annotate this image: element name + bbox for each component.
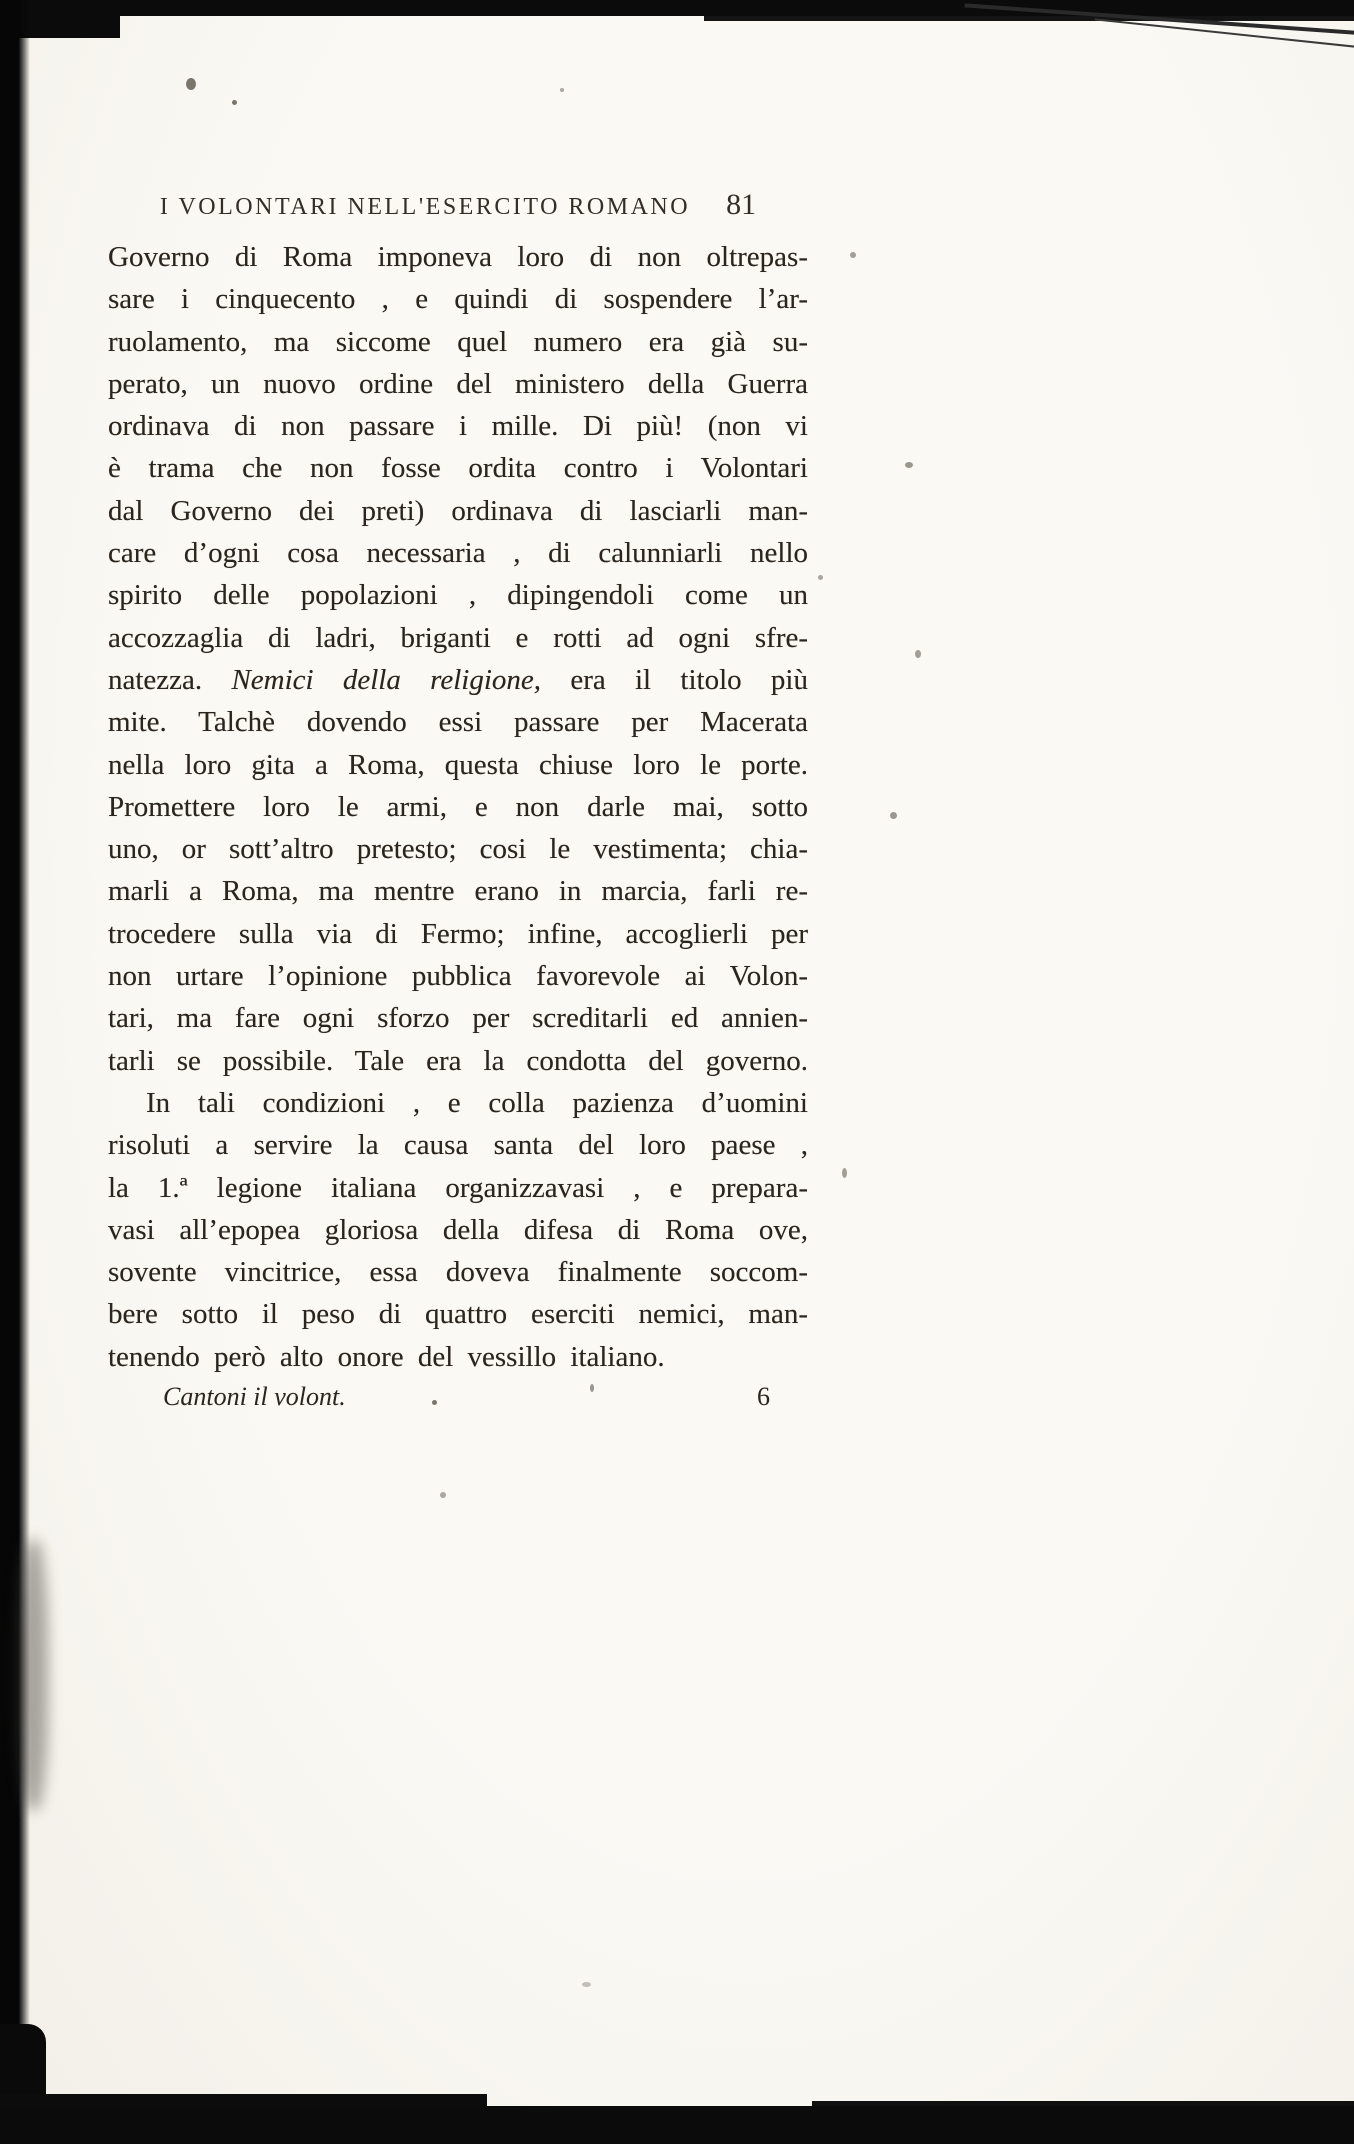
text-line: è trama che non fosse ordita contro i Volontari (108, 452, 808, 485)
page-footer (108, 1382, 808, 1412)
text-line: marli a Roma, ma mentre erano in marcia, farli re- (108, 875, 808, 908)
scan-speck (890, 812, 897, 819)
scan-speck (440, 1492, 446, 1498)
text-line (108, 659, 808, 701)
italic-phrase: Nemici della religione, (231, 663, 542, 696)
text-line: non urtare l’opinione pubblica favorevole ai Volon- (108, 960, 808, 993)
scan-speck (850, 252, 856, 258)
body-text (108, 236, 808, 1378)
text-line: tari, ma fare ogni sforzo per screditarli ed annien- (108, 1002, 808, 1035)
running-title: I VOLONTARI NELL'ESERCITO ROMANO (159, 194, 691, 220)
text-line: In tali condizioni , e colla pazienza d’uomini (146, 1086, 808, 1119)
printer-signature: Cantoni il volont. (163, 1382, 346, 1412)
page-header (108, 190, 808, 222)
page-number: 81 (726, 188, 757, 221)
text-line: risoluti a servire la causa santa del loro paese , (108, 1129, 808, 1162)
text-line: bere sotto il peso di quattro eserciti nemici, man- (108, 1298, 808, 1331)
text-line: la 1.ª legione italiana organizzavasi , e prepara- (108, 1171, 808, 1204)
text-line: care d’ogni cosa necessaria , di calunniarli nello (108, 537, 808, 570)
text-line: Promettere loro le armi, e non darle mai, sotto (108, 790, 808, 823)
text-line: perato, un nuovo ordine del ministero della Guerra (108, 367, 808, 400)
text-line: ruolamento, ma siccome quel numero era già su- (108, 325, 808, 358)
text-line: trocedere sulla via di Fermo; infine, accoglierli per (108, 917, 808, 950)
scan-speck (905, 462, 913, 468)
scan-speck (582, 1982, 591, 1987)
scan-edge-bottom (0, 2106, 1354, 2144)
scan-speck (232, 100, 237, 105)
text-line: ordinava di non passare i mille. Di più! (non vi (108, 410, 808, 443)
scan-edge-top (0, 0, 1354, 16)
text-segment: era il titolo più (541, 663, 808, 696)
text-line: mite. Talchè dovendo essi passare per Macerata (108, 706, 808, 739)
text-line: accozzaglia di ladri, briganti e rotti ad ogni sfre- (108, 621, 808, 654)
scan-speck (818, 575, 823, 580)
scan-speck (560, 88, 564, 92)
text-line: sare i cinquecento , e quindi di sospendere l’ar- (108, 283, 808, 316)
text-line: tarli se possibile. Tale era la condotta del governo. (108, 1044, 808, 1077)
text-line: dal Governo dei preti) ordinava di lasciarli man- (108, 494, 808, 527)
sheet-number: 6 (757, 1382, 770, 1412)
text-segment: natezza. (108, 663, 232, 696)
text-line: tenendo però alto onore del vessillo italiano. (108, 1340, 665, 1373)
scan-edge-left (0, 0, 30, 2144)
scan-speck (915, 650, 921, 658)
text-line: spirito delle popolazioni , dipingendoli come un (108, 579, 808, 612)
scan-speck (186, 78, 196, 90)
text-line: sovente vincitrice, essa doveva finalmente soccom- (108, 1256, 808, 1289)
text-line: nella loro gita a Roma, questa chiuse loro le porte. (108, 748, 808, 781)
scan-smudge (18, 1540, 48, 1810)
scan-speck (842, 1168, 847, 1178)
text-line: Governo di Roma imponeva loro di non oltrepas- (108, 241, 808, 273)
text-line: uno, or sott’altro pretesto; cosi le vestimenta; chia- (108, 833, 808, 866)
text-line: vasi all’epopea gloriosa della difesa di Roma ove, (108, 1213, 808, 1246)
text-column (108, 190, 808, 1412)
